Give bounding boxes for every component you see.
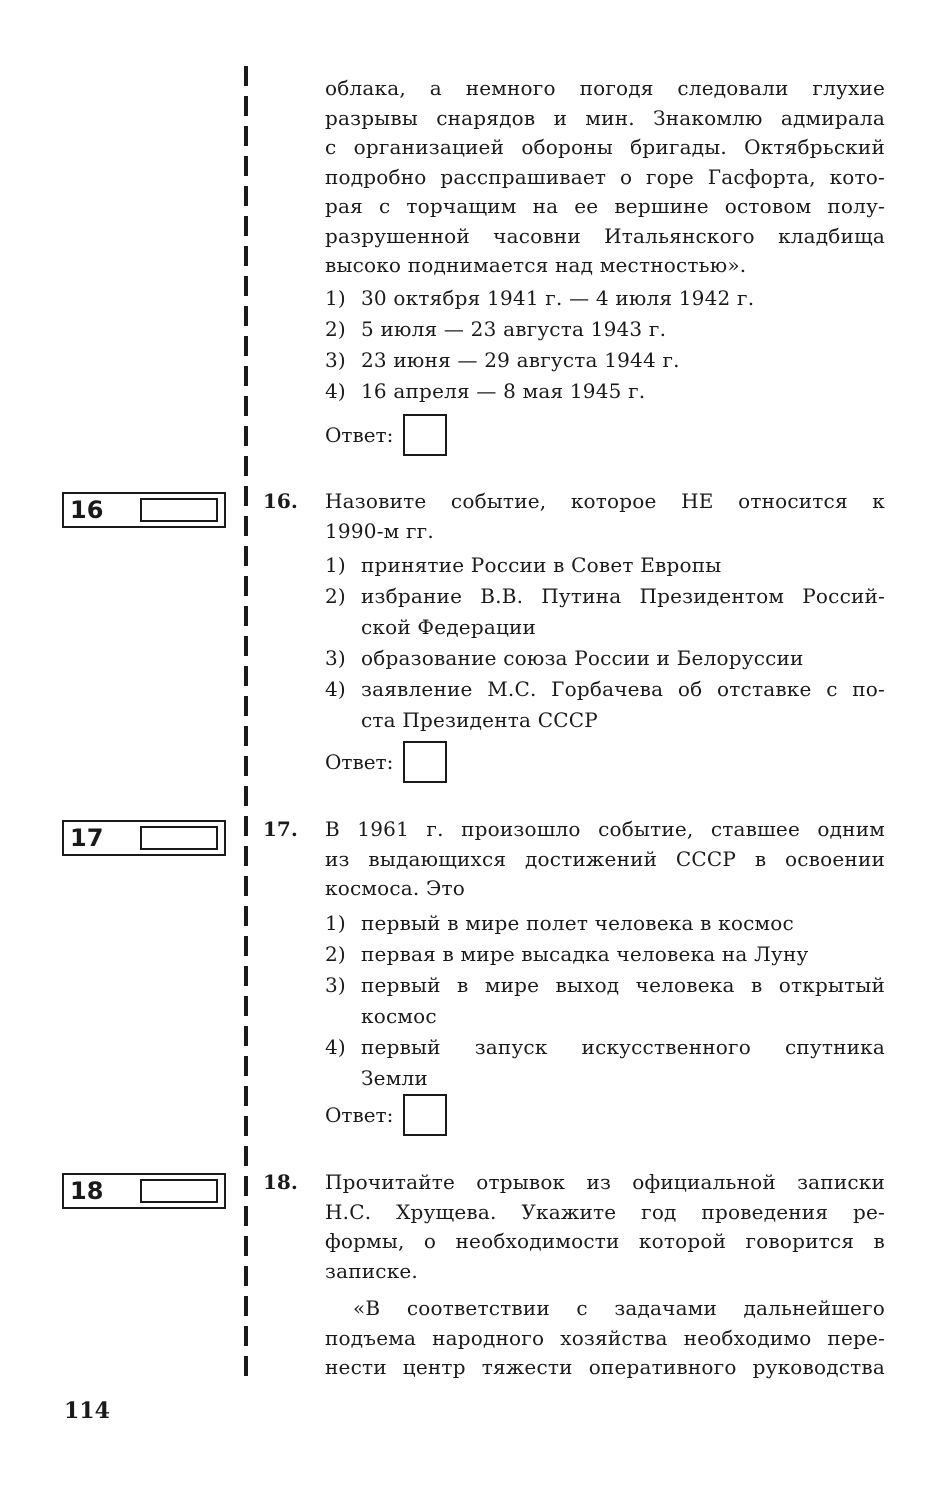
- quote-line: нести центр тяжести оперативного руководства: [325, 1355, 885, 1379]
- text-line: подробно расспрашивает о горе Гасфорта, кото-: [325, 164, 885, 189]
- text-line: Н.С. Хрущева. Укажите год проведения ре-: [325, 1199, 885, 1224]
- option-1[interactable]: 1) принятие России в Совет Европы: [325, 553, 722, 577]
- box-number: 16: [70, 496, 104, 524]
- quote-line: «В соответствии с задачами дальнейшего: [353, 1296, 885, 1320]
- text-line: с организацией обороны бригады. Октябрьский: [325, 135, 885, 159]
- q16-text: [325, 487, 885, 546]
- option-3[interactable]: 3) 23 июня — 29 августа 1944 г.: [325, 348, 680, 372]
- q15-options: [325, 283, 885, 407]
- answer-box[interactable]: [403, 1094, 447, 1136]
- text-line: 1990-м гг.: [325, 518, 434, 543]
- box-number: 18: [70, 1177, 104, 1205]
- text-line: Назовите событие, которое НЕ относится к: [325, 489, 885, 513]
- option-3[interactable]: 3) образование союза России и Белоруссии: [325, 646, 804, 670]
- option-4[interactable]: 4) 16 апреля — 8 мая 1945 г.: [325, 379, 646, 403]
- text-line: записке.: [325, 1258, 418, 1283]
- option-4[interactable]: 4) заявление М.С. Горбачева об отставке с по- ста Президента СССР: [325, 677, 885, 732]
- option-1[interactable]: 1) первый в мире полет человека в космос: [325, 911, 794, 935]
- text-line: В 1961 г. произошло событие, ставшее одним: [325, 817, 885, 841]
- q15-text: [325, 74, 885, 281]
- option-4[interactable]: 4) первый запуск искусственного спутника Земли: [325, 1035, 885, 1090]
- q17-answer-sheet-box: [62, 820, 226, 856]
- answer-cell[interactable]: [140, 1179, 218, 1203]
- cut-line: [244, 66, 248, 1386]
- q18-answer-sheet-box: [62, 1173, 226, 1209]
- option-2[interactable]: 2) первая в мире высадка человека на Луну: [325, 942, 809, 966]
- q17-options: [325, 908, 885, 1094]
- question-number: 16.: [263, 489, 298, 513]
- text-line: разрушенной часовни Итальянского кладбища: [325, 223, 885, 248]
- text-line: Прочитайте отрывок из официальной записки: [325, 1170, 885, 1194]
- text-line: высоко поднимается над местностью».: [325, 253, 747, 277]
- answer-label: Ответ:: [325, 1103, 394, 1127]
- question-number: 18.: [263, 1170, 298, 1194]
- text-line: из выдающихся достижений СССР в освоении: [325, 846, 885, 871]
- answer-cell[interactable]: [140, 498, 218, 522]
- q18-quote: [325, 1294, 885, 1383]
- text-line: облака, а немного погодя следовали глухие: [325, 76, 885, 100]
- answer-label: Ответ:: [325, 423, 394, 447]
- answer-cell[interactable]: [140, 826, 218, 850]
- quote-line: подъема народного хозяйства необходимо пере-: [325, 1325, 885, 1350]
- box-number: 17: [70, 824, 104, 852]
- option-3[interactable]: 3) первый в мире выход человека в открытый космос: [325, 973, 885, 1028]
- text-line: формы, о необходимости которой говорится в: [325, 1229, 885, 1253]
- question-number: 17.: [263, 817, 298, 841]
- answer-label: Ответ:: [325, 750, 394, 774]
- q17-answer: [325, 1094, 447, 1136]
- q18-text: [325, 1168, 885, 1286]
- q16-answer-sheet-box: [62, 492, 226, 528]
- option-2[interactable]: 2) избрание В.В. Путина Президентом Россий- ской Федерации: [325, 584, 885, 639]
- q16-options: [325, 550, 885, 736]
- text-line: разрывы снарядов и мин. Знакомлю адмирала: [325, 105, 885, 130]
- answer-box[interactable]: [403, 741, 447, 783]
- q17-text: [325, 815, 885, 904]
- option-2[interactable]: 2) 5 июля — 23 августа 1943 г.: [325, 317, 667, 341]
- q15-answer: [325, 414, 447, 456]
- q16-answer: [325, 741, 447, 783]
- text-line: рая с торчащим на ее вершине остовом полу-: [325, 194, 885, 218]
- text-line: космоса. Это: [325, 876, 465, 900]
- option-1[interactable]: 1) 30 октября 1941 г. — 4 июля 1942 г.: [325, 286, 755, 310]
- page-number: 114: [64, 1398, 110, 1424]
- answer-box[interactable]: [403, 414, 447, 456]
